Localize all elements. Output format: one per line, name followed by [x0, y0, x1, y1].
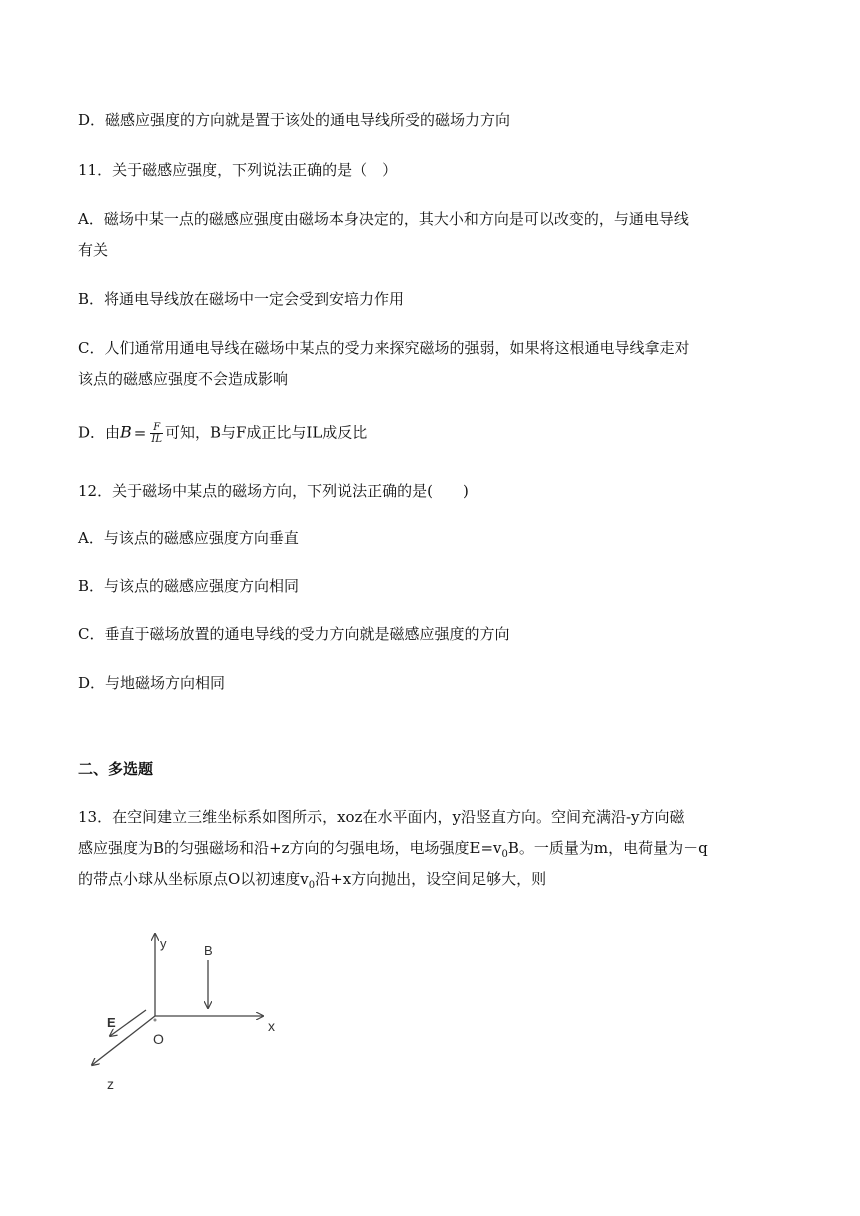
label-x: x — [268, 1018, 275, 1034]
q10-option-d: D．磁感应强度的方向就是置于该处的通电导线所受的磁场力方向 — [78, 111, 511, 129]
v0-subscript: 0 — [501, 849, 508, 860]
v0-subscript: 0 — [308, 880, 316, 891]
q11-option-a-line2: 有关 — [78, 241, 109, 259]
coordinate-system-figure — [80, 926, 300, 1096]
q13-line3-part-a: 的带点小球从坐标原点O以初速度v — [78, 870, 309, 888]
q11-option-a-line1: A．磁场中某一点的磁感应强度由磁场本身决定的，其大小和方向是可以改变的，与通电导线 — [78, 210, 689, 228]
z-axis — [92, 1016, 155, 1065]
q11-option-d-suffix: 可知，B与F成正比与IL成反比 — [164, 423, 368, 442]
q12-option-c: C．垂直于磁场放置的通电导线的受力方向就是磁感应强度的方向 — [78, 625, 510, 643]
q13-line3 — [78, 869, 546, 896]
fraction-denominator: IL — [151, 434, 162, 445]
q13-line3-part-b: 沿+x方向抛出，设空间足够大，则 — [315, 870, 547, 888]
q13-line2-part-a: 感应强度为B的匀强磁场和沿+z方向的匀强电场，电场强度E=v — [78, 839, 502, 857]
q13-line2 — [78, 838, 708, 865]
q13-line2-part-b: B。一质量为m，电荷量为－q — [507, 839, 708, 857]
q12-option-a: A．与该点的磁感应强度方向垂直 — [78, 529, 299, 547]
label-e: E — [107, 1015, 116, 1030]
q12-option-b: B．与该点的磁感应强度方向相同 — [78, 577, 300, 595]
section-heading: 二、多选题 — [78, 760, 154, 778]
label-z: z — [107, 1076, 114, 1092]
formula-fraction — [150, 422, 163, 445]
q12-option-d: D．与地磁场方向相同 — [78, 674, 226, 692]
q11-option-d-prefix: D．由 — [78, 423, 121, 442]
q11-option-c-line2: 该点的磁感应强度不会造成影响 — [78, 370, 289, 388]
q12-stem: 12．关于磁场中某点的磁场方向，下列说法正确的是( ) — [78, 482, 469, 500]
label-o: O — [153, 1031, 164, 1047]
formula-b: B — [120, 422, 132, 442]
origin-point — [154, 1019, 157, 1022]
q13-line1: 13．在空间建立三维坐标系如图所示，xoz在水平面内，y沿竖直方向。空间充满沿-y方向磁 — [78, 808, 685, 826]
label-b: B — [204, 943, 213, 958]
formula-equals: = — [133, 423, 147, 442]
q11-option-d — [78, 422, 367, 445]
q11-option-c-line1: C．人们通常用通电导线在磁场中某点的受力来探究磁场的强弱，如果将这根通电导线拿走对 — [78, 339, 690, 357]
q11-option-b: B．将通电导线放在磁场中一定会受到安培力作用 — [78, 290, 405, 308]
fraction-numerator: F — [150, 422, 163, 434]
label-y: y — [160, 936, 167, 951]
q11-stem: 11．关于磁感应强度，下列说法正确的是（ ） — [78, 161, 398, 179]
